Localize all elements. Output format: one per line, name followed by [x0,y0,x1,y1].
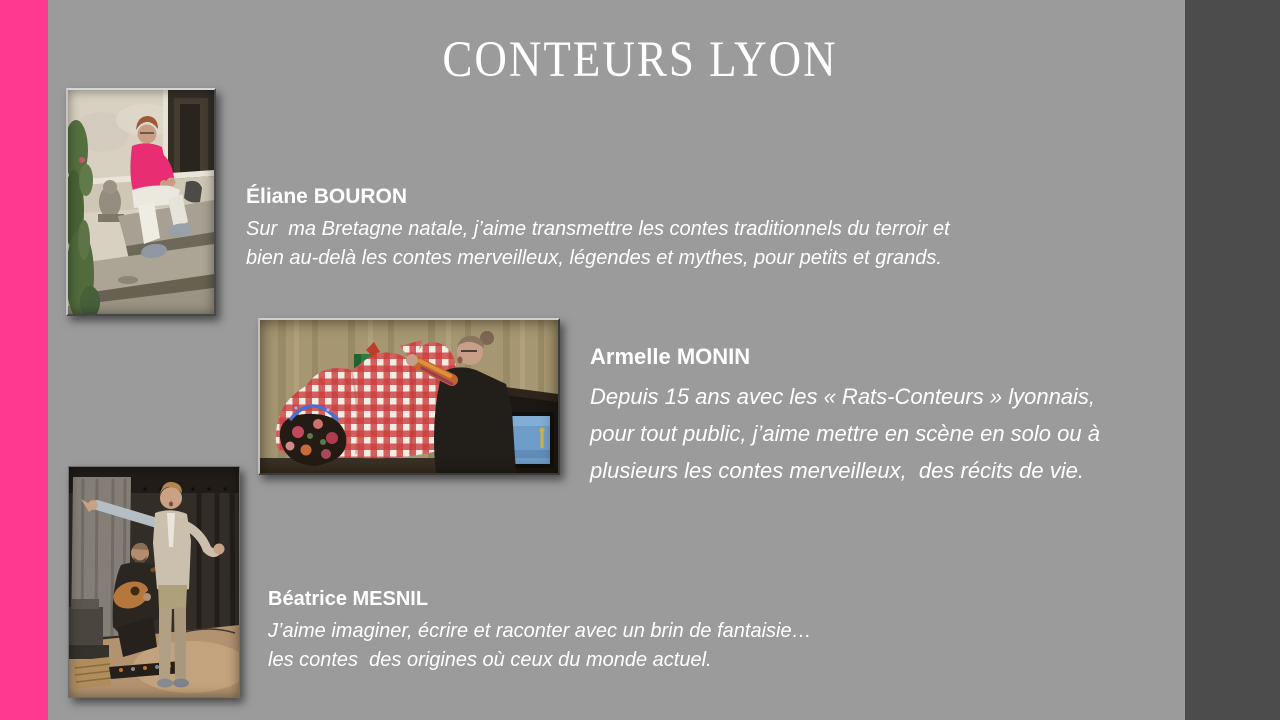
beatrice-mesnil-photo [68,466,240,698]
right-accent-band [1185,0,1280,720]
profile-beatrice [268,586,812,675]
profile-eliane [246,184,950,273]
photo-illustration [69,467,239,697]
bio-line: J’aime imaginer, écrire et raconter avec un brin de fantaisie… [268,620,812,642]
bio-line: les contes des origines où ceux du monde actuel. [268,649,712,671]
profile-name: Béatrice MESNIL [268,588,429,610]
left-accent-band [0,0,48,720]
bio-line: pour tout public, j’aime mettre en scène en solo ou à [590,421,1100,446]
eliane-bouron-photo [66,88,216,316]
bio-line: plusieurs les contes merveilleux, des récits de vie. [590,458,1084,483]
armelle-monin-photo [258,318,560,475]
bio-line: Depuis 15 ans avec les « Rats-Conteurs » lyonnais, [590,384,1096,409]
photo-illustration [260,320,558,473]
bio-line: bien au-delà les contes merveilleux, légendes et mythes, pour petits et grands. [246,247,942,269]
profile-armelle [590,344,1100,489]
profile-name: Éliane BOURON [246,185,408,208]
profile-name: Armelle MONIN [590,344,751,369]
slide-title: CONTEURS LYON [442,31,838,88]
photo-illustration [68,90,214,314]
bio-line: Sur ma Bretagne natale, j’aime transmettre les contes traditionnels du terroir et [246,218,950,240]
